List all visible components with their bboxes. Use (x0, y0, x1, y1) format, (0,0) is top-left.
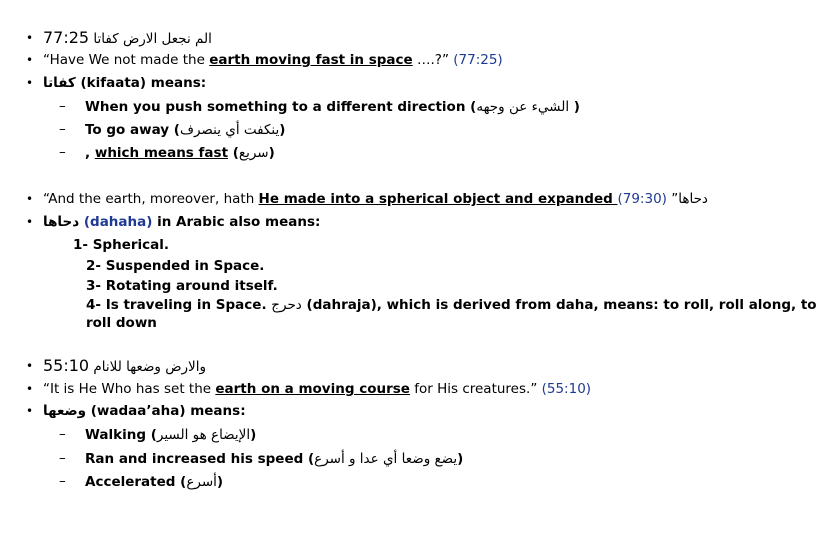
quote-text: “It is He Who has set the (43, 381, 216, 397)
arabic-text: يضع وضعا أي عدا و أسرع (314, 451, 458, 467)
verse-ref: (79:30) (617, 191, 667, 207)
quote-emphasis: He made into a spherical object and expanded (258, 191, 618, 207)
verse-ref: 55:10 (43, 356, 90, 375)
dahaha-item-1: 1- Spherical. (73, 237, 170, 253)
definition-text: in Arabic also means: (152, 214, 321, 230)
meaning-text: Ran and increased his speed ( (85, 451, 315, 467)
wadaaaha-definition (43, 402, 246, 420)
quote-emphasis: earth moving fast in space (209, 52, 413, 68)
dash: – (59, 121, 66, 137)
meaning-text: Accelerated ( (85, 474, 187, 490)
dash: – (59, 450, 66, 466)
kifaata-meaning-3 (85, 144, 275, 162)
kifaata-meaning-1 (85, 98, 580, 116)
dash: – (59, 144, 66, 160)
dahaha-item-4 (86, 296, 817, 314)
bullet: • (26, 215, 34, 229)
arabic-text: كفاتا (43, 75, 76, 91)
verse-79-30-translation (43, 190, 708, 208)
meaning-text: , (85, 145, 95, 161)
quote-tail: for His creatures.” (409, 381, 538, 397)
transliteration: (dahaha) (79, 214, 153, 230)
kifaata-meaning-2 (85, 121, 285, 139)
definition-text: (wadaa’aha) means: (86, 403, 246, 419)
quote-emphasis: earth on a moving course (215, 381, 410, 397)
bullet: • (26, 382, 34, 396)
dahaha-item-4-continued: roll down (86, 315, 157, 331)
paren: ) (268, 145, 275, 161)
meaning-emphasis: which means fast (94, 145, 229, 161)
meaning-text: Walking ( (85, 427, 157, 443)
quote-text: “And the earth, moreover, hath (43, 191, 259, 207)
dash: – (59, 426, 66, 442)
bullet: • (26, 192, 34, 206)
meaning-text: When you push something to a different direction ( (85, 99, 477, 115)
bullet: • (26, 404, 34, 418)
arabic-text: الإيضاع هو السير (156, 427, 251, 443)
wadaaaha-meaning-2 (85, 450, 463, 468)
dahaha-definition (43, 213, 320, 231)
definition-text: (kifaata) means: (75, 75, 207, 91)
quote-tail: ” (671, 191, 679, 207)
bullet: • (26, 359, 34, 373)
arabic-text: وضعها (43, 403, 87, 419)
verse-ref: 77:25 (43, 28, 90, 47)
verse-77-25-translation (43, 51, 503, 69)
item-text: (dahraja), which is derived from daha, means: to roll, roll along, to (301, 297, 817, 313)
dash: – (59, 473, 66, 489)
arabic-text: سريع (238, 145, 269, 161)
meaning-text: To go away ( (85, 122, 180, 138)
dahaha-item-2: 2- Suspended in Space. (86, 258, 265, 274)
item-text: 4- Is traveling in Space. (86, 297, 272, 313)
paren: ( (228, 145, 239, 161)
arabic-text: والارض وضعها للانام (93, 359, 207, 375)
dash: – (59, 98, 66, 114)
wadaaaha-meaning-1 (85, 426, 256, 444)
verse-ref: (55:10) (541, 381, 592, 397)
verse-ref: (77:25) (453, 52, 503, 68)
arabic-text: دحاها (678, 191, 708, 207)
paren: ) (457, 451, 464, 467)
bullet: • (26, 53, 34, 67)
dahaha-item-3: 3- Rotating around itself. (86, 278, 278, 294)
paren: ) (569, 99, 580, 115)
quote-text: “Have We not made the (43, 52, 210, 68)
verse-77-25-arabic (43, 29, 212, 48)
kifaata-definition (43, 74, 206, 92)
paren: ) (250, 427, 257, 443)
arabic-text: دحاها (43, 214, 80, 230)
paren: ) (216, 474, 224, 490)
bullet: • (26, 76, 34, 90)
arabic-text: دحرج (271, 297, 302, 313)
paren: ) (279, 122, 286, 138)
bullet: • (26, 31, 34, 45)
arabic-text: أسرع (186, 474, 217, 490)
arabic-text: ينكفت أي ينصرف (179, 122, 280, 138)
arabic-text: الم نجعل الارض كفاتا (93, 31, 212, 47)
arabic-text: الشيء عن وجهه (476, 99, 570, 115)
verse-55-10-arabic (43, 357, 206, 376)
quote-tail: ….?” (412, 52, 449, 68)
wadaaaha-meaning-3 (85, 473, 223, 491)
verse-55-10-translation (43, 380, 591, 398)
